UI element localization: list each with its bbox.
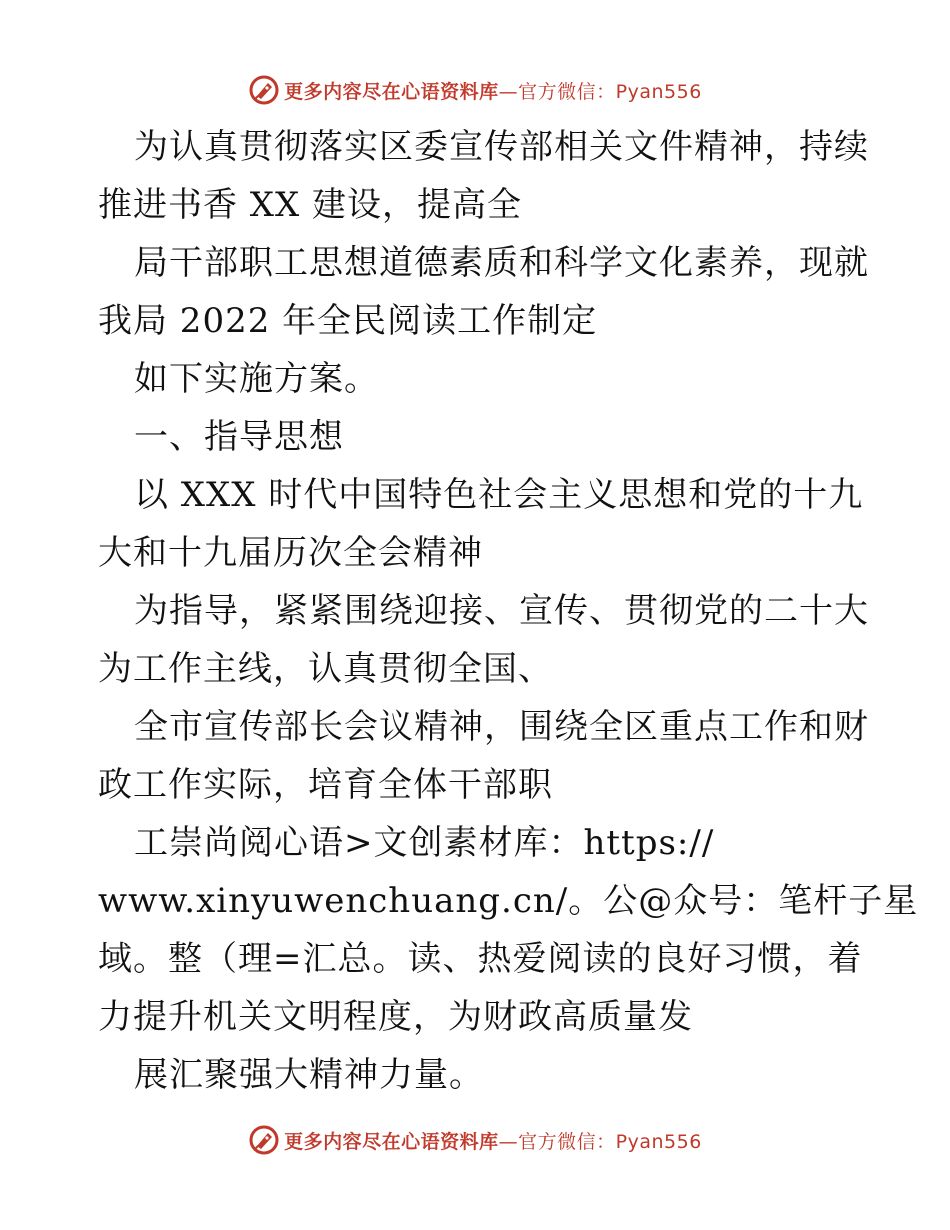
body-line: 为指导，紧紧围绕迎接、宣传、贯彻党的二十大 [134, 591, 869, 631]
body-line: 局干部职工思想道德素质和科学文化素养，现就 [134, 243, 869, 283]
body-line: 力提升机关文明程度，为财政高质量发 [98, 997, 693, 1037]
body-line: 域。整（理=汇总。读、热爱阅读的良好习惯，着 [98, 939, 863, 979]
body-line: 政工作实际，培育全体干部职 [98, 765, 553, 805]
document-body [98, 118, 919, 1104]
watermark-brand: 更多内容尽在心语资料库 [284, 80, 499, 103]
header-watermark-text [284, 77, 702, 104]
body-line: 我局 2022 年全民阅读工作制定 [98, 301, 598, 341]
watermark-contact: —官方微信：Pyan556 [498, 1130, 702, 1153]
body-line: 全市宣传部长会议精神，围绕全区重点工作和财 [134, 707, 869, 747]
watermark-brand: 更多内容尽在心语资料库 [284, 1130, 499, 1153]
body-line: www.xinyuwenchuang.cn/。公@众号：笔杆子星 [98, 881, 919, 921]
body-line: 推进书香 XX 建设，提高全 [98, 185, 523, 225]
body-line: 为认真贯彻落实区委宣传部相关文件精神，持续 [134, 127, 869, 167]
body-line: 为工作主线，认真贯彻全国、 [98, 649, 553, 689]
body-line: 以 XXX 时代中国特色社会主义思想和党的十九 [134, 475, 864, 515]
section-heading: 一、指导思想 [134, 417, 344, 457]
pen-nib-logo-icon [248, 74, 280, 106]
pen-nib-logo-icon [248, 1124, 280, 1156]
body-line: 展汇聚强大精神力量。 [134, 1055, 484, 1095]
watermark-contact: —官方微信：Pyan556 [498, 80, 702, 103]
body-line: 如下实施方案。 [134, 359, 379, 399]
header-watermark [0, 70, 950, 110]
footer-watermark [0, 1120, 950, 1160]
footer-watermark-text [284, 1127, 702, 1154]
body-line: 工崇尚阅心语>文创素材库：https:// [134, 823, 715, 863]
body-line: 大和十九届历次全会精神 [98, 533, 483, 573]
